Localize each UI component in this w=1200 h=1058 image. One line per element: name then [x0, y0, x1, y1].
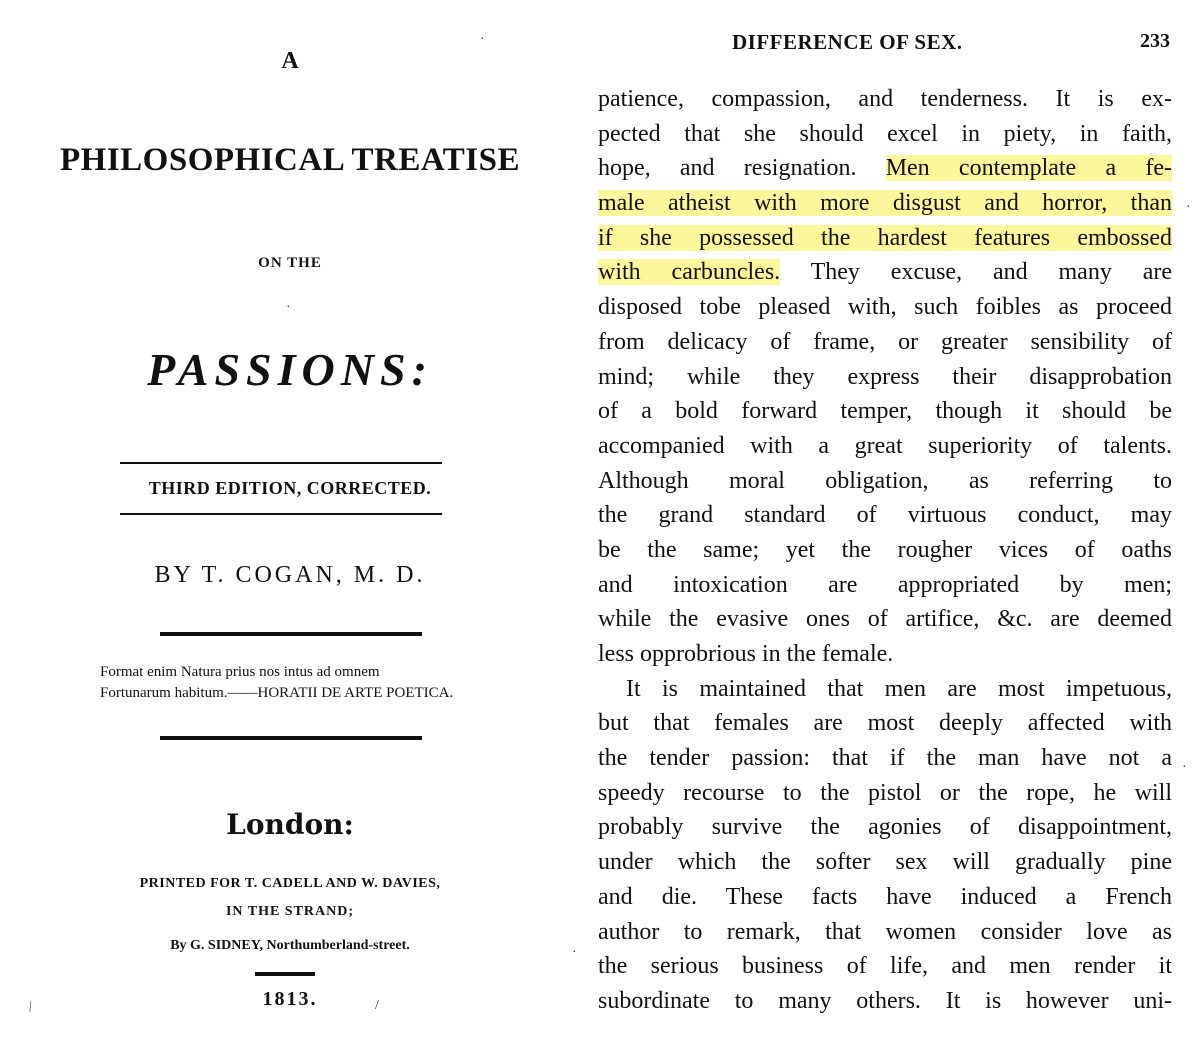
text-line: and intoxication are appropriated by men;: [598, 571, 1172, 598]
text-line: It is maintained that men are most impetuous,: [626, 675, 1172, 702]
scan-speck: ·: [572, 945, 577, 960]
highlighted-passage: if she possessed the hardest features embossed: [598, 224, 1172, 251]
text-line: subordinate to many others. It is however uni-: [598, 987, 1172, 1014]
text-line: from delicacy of frame, or greater sensibility of: [598, 328, 1172, 355]
scan-speck: ⁄: [26, 1000, 36, 1015]
body-text: [598, 82, 1172, 1019]
author-line: BY T. COGAN, M. D.: [154, 562, 426, 588]
title-on-the: ON THE: [258, 255, 322, 271]
imprint-city: London:: [226, 808, 354, 841]
divider-rule: [255, 972, 315, 976]
scan-speck: ·: [480, 32, 485, 47]
text-line: under which the softer sex will gradually pine: [598, 849, 1172, 876]
motto: [100, 662, 540, 704]
text-line: Although moral obligation, as referring to: [598, 467, 1172, 494]
motto-line: Format enim Natura prius nos intus ad omnem: [100, 664, 380, 680]
text-line: mind; while they express their disapprobation: [598, 363, 1172, 390]
title-article: A: [281, 48, 299, 74]
page-number: 233: [1140, 30, 1170, 52]
text-line: hope, and resignation. Men contemplate a fe-: [598, 155, 1172, 182]
scan-speck: ·: [1182, 760, 1187, 775]
text-line: the tender passion: that if the man have not a: [598, 745, 1172, 772]
text-line: and die. These facts have induced a French: [598, 883, 1172, 910]
divider-rule: [160, 736, 422, 740]
divider-rule: [120, 513, 442, 515]
text-line: author to remark, that women consider love as: [598, 918, 1172, 945]
text-line: pected that she should excel in piety, in faith,: [598, 120, 1172, 147]
text-line: the grand standard of virtuous conduct, may: [598, 502, 1172, 529]
imprint-address: IN THE STRAND;: [225, 904, 355, 919]
book-title: PHILOSOPHICAL TREATISE: [60, 142, 520, 178]
imprint-printer: PRINTED FOR T. CADELL AND W. DAVIES,: [139, 876, 441, 891]
text-line: with carbuncles. They excuse, and many are: [598, 259, 1172, 286]
text-line: probably survive the agonies of disappointment,: [598, 814, 1172, 841]
text-line: be the same; yet the rougher vices of oaths: [598, 536, 1172, 563]
text-line: [598, 186, 1172, 221]
highlighted-passage: Men contemplate a fe-: [885, 155, 1172, 182]
highlighted-passage: male atheist with more disgust and horror, than: [598, 190, 1172, 217]
text-line: speedy recourse to the pistol or the rope, he will: [598, 779, 1172, 806]
scan-speck: /: [375, 998, 379, 1013]
text-line: but that females are most deeply affected with: [598, 710, 1172, 737]
text-line: [598, 221, 1172, 256]
scan-speck: ·: [286, 300, 291, 315]
text-line: less opprobrious in the female.: [598, 641, 894, 667]
edition-line: THIRD EDITION, CORRECTED.: [148, 478, 432, 498]
running-title: DIFFERENCE OF SEX.: [732, 30, 963, 54]
text-line: while the evasive ones of artifice, &c. are deemed: [598, 606, 1172, 633]
imprint-year: 1813.: [262, 988, 318, 1010]
divider-rule: [160, 632, 422, 636]
title-page: [0, 0, 580, 1058]
text-line: disposed tobe pleased with, such foibles as proceed: [598, 294, 1172, 321]
text-line: of a bold forward temper, though it should be: [598, 398, 1172, 425]
divider-rule: [120, 462, 442, 464]
motto-line: Fortunarum habitum.——HORATII DE ARTE POETICA.: [100, 685, 454, 701]
text-line: accompanied with a great superiority of talents.: [598, 432, 1172, 459]
scan-speck: ·: [1186, 200, 1191, 215]
text-line: the serious business of life, and men render it: [598, 953, 1172, 980]
highlighted-passage: with carbuncles.: [598, 259, 781, 286]
page-header: [600, 30, 1170, 60]
title-subject: PASSIONS:: [147, 344, 433, 395]
text-line: patience, compassion, and tenderness. It is ex-: [598, 86, 1172, 112]
imprint-sidney: By G. SIDNEY, Northumberland-street.: [170, 938, 410, 953]
